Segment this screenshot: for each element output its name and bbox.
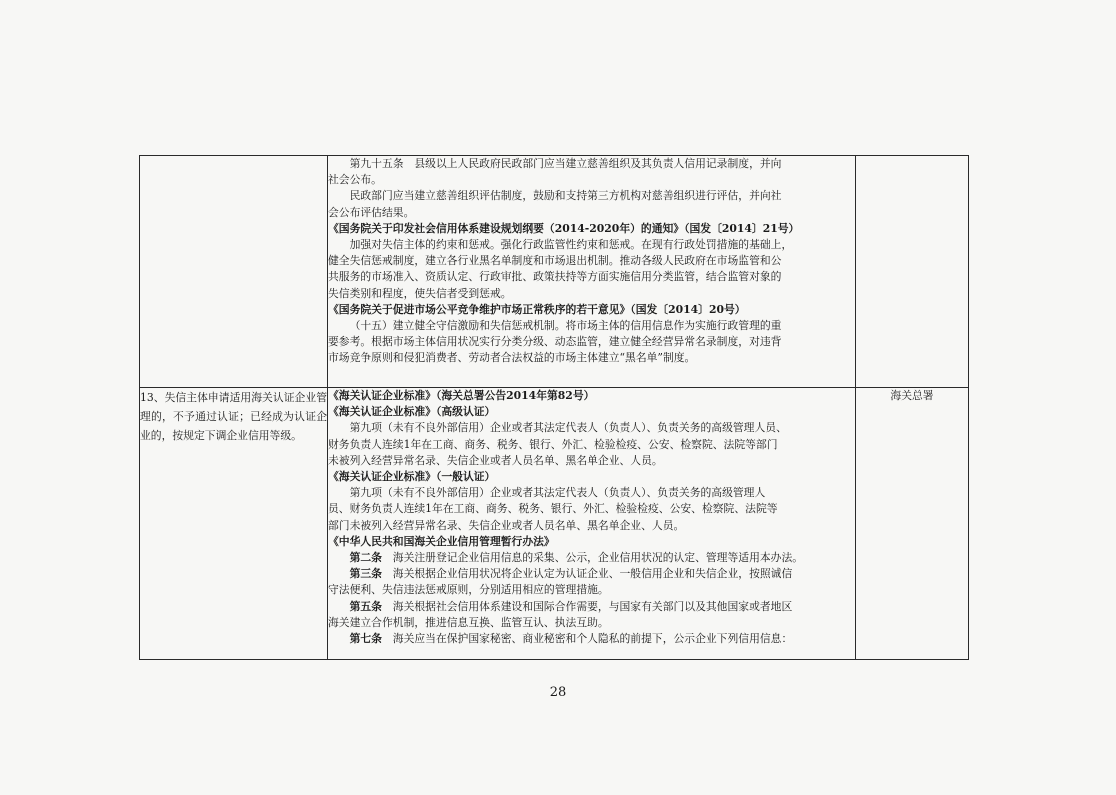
paragraph-line: 加强对失信主体的约束和惩戒。强化行政监管性约束和惩戒。在现有行政处罚措施的基础上， <box>349 238 793 252</box>
measures-table <box>139 155 969 660</box>
paragraph-line: 社会公布。 <box>328 173 382 187</box>
table-row <box>140 388 969 660</box>
document-heading: 《海关认证企业标准》（高级认证） <box>328 405 496 419</box>
article-number: 第五条 <box>349 599 382 613</box>
row2-agency-cell <box>856 388 969 660</box>
article-number: 第三条 <box>349 567 382 581</box>
paragraph-line: 海关建立合作机制，推进信息互换、监管互认、执法互助。 <box>328 615 609 629</box>
measure-text: 13、失信主体申请适用海关认证企业管理的，不予通过认证；已经成为认证企业的，按规定下调企业信用等级。 <box>140 391 327 442</box>
article-number: 第二条 <box>349 551 382 565</box>
document-heading: 《中华人民共和国海关企业信用管理暂行办法》 <box>328 534 555 548</box>
paragraph-line: 财务负责人连续1年在工商、商务、税务、银行、外汇、检验检疫、公安、检察院、法院等部门 <box>328 437 778 451</box>
paragraph-line: 守法便利、失信违法惩戒原则，分别适用相应的管理措施。 <box>328 583 609 597</box>
paragraph-line: 第九项（未有不良外部信用）企业或者其法定代表人（负责人）、负责关务的高级管理人 <box>349 486 766 500</box>
row1-measure-cell <box>140 156 328 388</box>
document-heading: 《国务院关于印发社会信用体系建设规划纲要（2014-2020年）的通知》（国发〔2014〕21号） <box>328 221 800 235</box>
article-text: 海关注册登记企业信用信息的采集、公示，企业信用状况的认定、管理等适用本办法。 <box>381 551 804 565</box>
page-number: 28 <box>549 685 567 700</box>
document-heading: 《海关认证企业标准》（一般认证） <box>328 470 496 484</box>
paragraph-line: 失信类别和程度，使失信者受到惩戒。 <box>328 286 512 300</box>
paragraph-line: 未被列入经营异常名录、失信企业或者人员名单、黑名单企业、人员。 <box>328 453 663 467</box>
paragraph-line: 市场竞争原则和侵犯消费者、劳动者合法权益的市场主体建立“黑名单”制度。 <box>328 351 696 365</box>
paragraph-line: 第九十五条 县级以上人民政府民政部门应当建立慈善组织及其负责人信用记录制度，并向 <box>349 157 782 170</box>
paragraph-line: 共服务的市场准入、资质认定、行政审批、政策扶持等方面实施信用分类监管，结合监管对象的 <box>328 270 782 284</box>
row2-basis-text <box>328 388 855 647</box>
article-text: 海关根据企业信用状况将企业认定为认证企业、一般信用企业和失信企业，按照诚信 <box>381 567 793 581</box>
row2-measure-cell <box>140 388 328 660</box>
article-paragraph <box>328 599 855 615</box>
paragraph-line: 员、财务负责人连续1年在工商、商务、税务、银行、外汇、检验检疫、公安、检察院、法院等 <box>328 502 778 516</box>
table-row <box>140 156 969 388</box>
row1-basis-cell <box>328 156 856 388</box>
document-heading: 《海关认证企业标准》（海关总署公告2014年第82号） <box>328 389 595 402</box>
article-paragraph <box>328 550 855 566</box>
paragraph-line: 第九项（未有不良外部信用）企业或者其法定代表人（负责人）、负责关务的高级管理人员、 <box>349 421 787 435</box>
row1-agency-cell <box>856 156 969 388</box>
row1-basis-text <box>328 156 855 367</box>
paragraph-line: 健全失信惩戒制度，建立各行业黑名单制度和市场退出机制。推动各级人民政府在市场监管和公 <box>328 254 782 268</box>
paragraph-line: （十五）建立健全守信激励和失信惩戒机制。将市场主体的信用信息作为实施行政管理的重 <box>349 319 782 333</box>
article-text: 海关根据社会信用体系建设和国际合作需要，与国家有关部门以及其他国家或者地区 <box>381 599 793 613</box>
row2-basis-cell <box>328 388 856 660</box>
paragraph-line: 会公布评估结果。 <box>328 205 415 219</box>
paragraph-line: 部门未被列入经营异常名录、失信企业或者人员名单、黑名单企业、人员。 <box>328 518 685 532</box>
article-text: 海关应当在保护国家秘密、商业秘密和个人隐私的前提下，公示企业下列信用信息： <box>381 632 793 646</box>
document-heading: 《国务院关于促进市场公平竞争维护市场正常秩序的若干意见》（国发〔2014〕20号） <box>328 302 746 316</box>
article-paragraph <box>328 631 855 647</box>
paragraph-line: 民政部门应当建立慈善组织评估制度，鼓励和支持第三方机构对慈善组织进行评估，并向社 <box>349 189 782 203</box>
article-paragraph <box>328 566 855 582</box>
article-number: 第七条 <box>349 632 382 646</box>
paragraph-line: 要参考。根据市场主体信用状况实行分类分级、动态监管，建立健全经营异常名录制度，对违背 <box>328 335 782 349</box>
agency-name: 海关总署 <box>890 389 934 402</box>
